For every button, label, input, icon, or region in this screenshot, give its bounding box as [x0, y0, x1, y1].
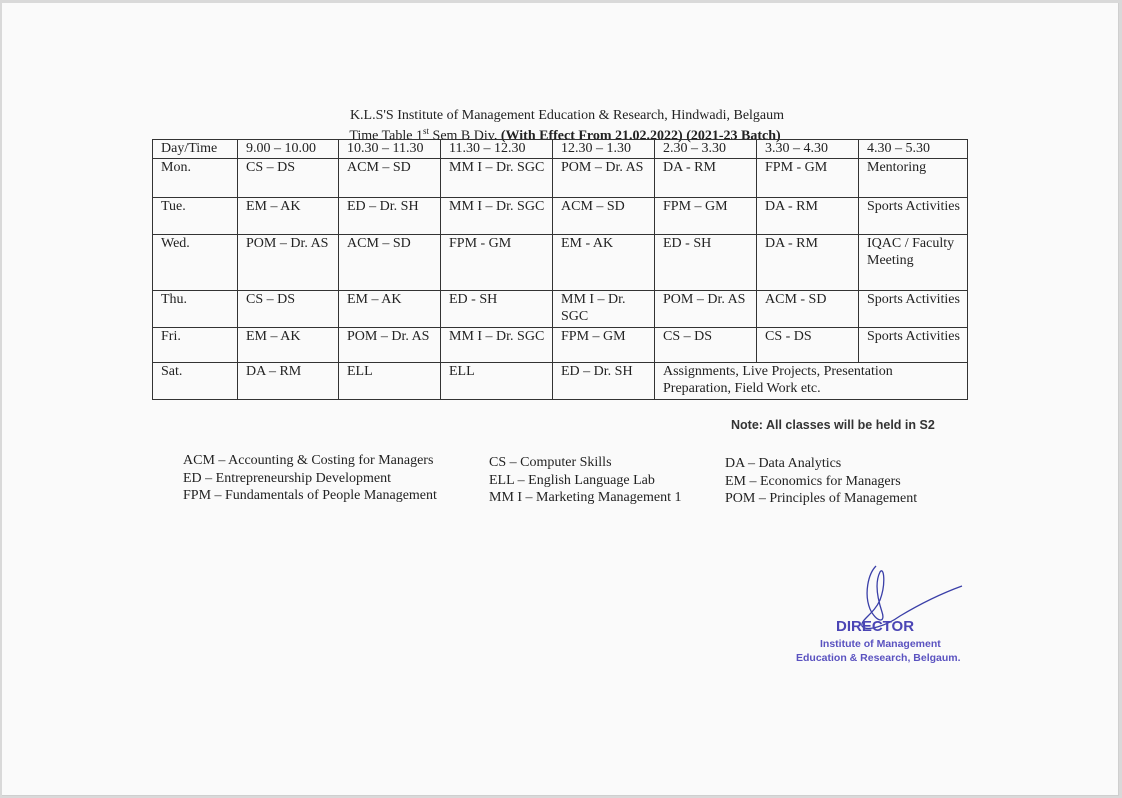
class-cell: Sports Activities — [859, 198, 968, 235]
class-cell: FPM – GM — [553, 328, 655, 363]
class-cell: CS – DS — [655, 328, 757, 363]
column-header: 3.30 – 4.30 — [757, 140, 859, 159]
column-header: 2.30 – 3.30 — [655, 140, 757, 159]
class-cell: EM – AK — [238, 328, 339, 363]
stamp-line-2: Education & Research, Belgaum. — [796, 652, 961, 664]
class-cell: Assignments, Live Projects, Presentation Preparation, Field Work etc. — [655, 363, 968, 400]
subtitle-sup: st — [423, 126, 430, 136]
legend-item: DA – Data Analytics — [725, 456, 842, 471]
class-cell: MM I – Dr. SGC — [553, 291, 655, 328]
stamp-title: DIRECTOR — [836, 618, 915, 635]
class-cell: ACM – SD — [553, 198, 655, 235]
column-header: 11.30 – 12.30 — [441, 140, 553, 159]
day-cell: Wed. — [153, 235, 238, 291]
class-cell: DA - RM — [655, 159, 757, 198]
class-cell: Sports Activities — [859, 328, 968, 363]
column-header: 12.30 – 1.30 — [553, 140, 655, 159]
legend-item: ACM – Accounting & Costing for Managers — [183, 453, 434, 468]
table-row — [153, 291, 968, 328]
institute-title: K.L.S'S Institute of Management Education & Research, Hindwadi, Belgaum — [349, 108, 785, 123]
class-cell: ACM – SD — [339, 235, 441, 291]
table-row — [153, 328, 968, 363]
class-cell: FPM - GM — [441, 235, 553, 291]
timetable — [152, 139, 968, 400]
director-stamp — [790, 564, 980, 674]
class-cell: CS – DS — [238, 291, 339, 328]
class-cell: ED - SH — [441, 291, 553, 328]
legend-item: FPM – Fundamentals of People Management — [183, 488, 437, 503]
class-cell: Mentoring — [859, 159, 968, 198]
legend-item: ED – Entrepreneurship Development — [183, 470, 391, 486]
table-row — [153, 235, 968, 291]
day-cell: Mon. — [153, 159, 238, 198]
class-cell: EM – AK — [339, 291, 441, 328]
day-cell: Thu. — [153, 291, 238, 328]
legend-col-3 — [725, 455, 917, 508]
legend-item: CS – Computer Skills — [489, 455, 612, 470]
day-cell: Sat. — [153, 363, 238, 400]
class-cell: ACM - SD — [757, 291, 859, 328]
class-cell: EM - AK — [553, 235, 655, 291]
class-cell: EM – AK — [238, 198, 339, 235]
class-cell: POM – Dr. AS — [238, 235, 339, 291]
class-cell: MM I – Dr. SGC — [441, 328, 553, 363]
subtitle-effective: (With Effect From 21.02.2022) (2021-23 Batch) — [500, 128, 781, 144]
class-cell: ED – Dr. SH — [339, 198, 441, 235]
header-row — [153, 140, 968, 159]
legend-item: EM – Economics for Managers — [725, 473, 901, 489]
class-cell: ED - SH — [655, 235, 757, 291]
class-cell: POM – Dr. AS — [553, 159, 655, 198]
class-cell: DA – RM — [238, 363, 339, 400]
column-header: 9.00 – 10.00 — [238, 140, 339, 159]
class-cell: FPM – GM — [655, 198, 757, 235]
class-cell: CS - DS — [757, 328, 859, 363]
legend-item: POM – Principles of Management — [725, 491, 918, 506]
column-header: 4.30 – 5.30 — [859, 140, 968, 159]
day-cell: Tue. — [153, 198, 238, 235]
class-cell: Sports Activities — [859, 291, 968, 328]
class-cell: ELL — [441, 363, 553, 400]
class-cell: DA - RM — [757, 198, 859, 235]
table-row — [153, 198, 968, 235]
legend-col-1 — [183, 452, 437, 505]
subtitle-mid: Sem B Div. — [429, 128, 501, 144]
table-row — [153, 159, 968, 198]
class-cell: MM I – Dr. SGC — [441, 159, 553, 198]
class-cell: ACM – SD — [339, 159, 441, 198]
note: Note: All classes will be held in S2 — [731, 418, 935, 432]
column-header: Day/Time — [153, 140, 238, 159]
legend-item: ELL – English Language Lab — [489, 472, 655, 488]
class-cell: ELL — [339, 363, 441, 400]
subtitle-prefix: Time Table 1 — [349, 128, 424, 144]
stamp-line-1: Institute of Management — [820, 638, 941, 650]
legend-col-2 — [489, 454, 681, 507]
class-cell: POM – Dr. AS — [339, 328, 441, 363]
class-cell: CS – DS — [238, 159, 339, 198]
class-cell: DA - RM — [757, 235, 859, 291]
class-cell: POM – Dr. AS — [655, 291, 757, 328]
class-cell: IQAC / Faculty Meeting — [859, 235, 968, 291]
class-cell: FPM - GM — [757, 159, 859, 198]
day-cell: Fri. — [153, 328, 238, 363]
class-cell: MM I – Dr. SGC — [441, 198, 553, 235]
legend-item: MM I – Marketing Management 1 — [489, 490, 682, 505]
class-cell: ED – Dr. SH — [553, 363, 655, 400]
column-header: 10.30 – 11.30 — [339, 140, 441, 159]
table-row — [153, 363, 968, 400]
